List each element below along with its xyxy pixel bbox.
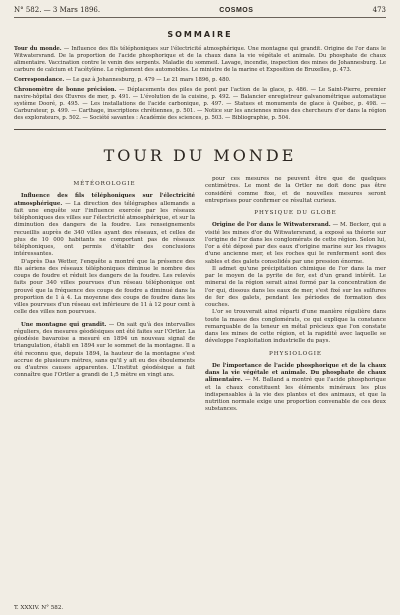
section-heading: MÉTÉOROLOGIE — [73, 181, 136, 188]
sommaire-heading: SOMMAIRE — [167, 30, 233, 39]
left-column — [14, 176, 195, 414]
right-column — [205, 176, 386, 414]
paragraph-lead: De l'importance de l'acide phosphorique et de la chaux dans la vie végétale et animale. Du phosphate de chaux alimentaire. — [205, 362, 386, 384]
article-paragraph: Il admet qu'une précipitation chimique de l'or dans la mer par le moyen de la pyrite de fer, est d'un grand intérêt. Le minerai de la région serait ainsi formé par la concentration de l'or qui, dissous dans les eaux de mer, s'est fixé sur les sulfures de fer des galets, pendant les périodes de formation des couches. — [205, 265, 386, 309]
sommaire-lead: Chronomètre de bonne précision. — [14, 86, 117, 93]
page-number: 473 — [372, 6, 386, 14]
paragraph-text: — On sait qu'à des intervalles réguliers, des mesures géodésiques ont été faites sur l'Ortler. La géodésie bavaroise a mesuré en 1894 un nouveau signal de triangulation, établi en 1894 sur le sommet de la montagne. Il a été reconnu que, depuis 1894, la hauteur de la montagne s'est accrue de plusieurs mètres, sans qu'il y ait eu des éboulements ou d'autres causes apparentes. L'Institut géodésique a fait connaître que l'Ortler a grandi de 1,5 mètre en vingt ans. — [14, 321, 195, 379]
paragraph-lead: Une montagne qui grandit. — [21, 321, 107, 328]
article-paragraph — [14, 322, 195, 380]
paragraph-lead: Origine de l'or dans le Witwatersrand. — [212, 222, 331, 229]
article-paragraph: pour ces mesures ne peuvent être que de quelques centimètres. Le mont de la Ortler ne doit donc pas être considéré comme fixe, et de nouvelles mesures seront entreprises pour confirmer ce résultat curieux. — [205, 176, 386, 204]
paragraph-text: — M. Becker, qui a visité les mines d'or du Witwatersrand, a exposé sa théorie sur l'origine de l'or dans les conglomérats de cette région. Selon lui, l'or a été déposé par des eaux d'origine marine sur les rivages d'une ancienne mer, et les roches qui le renferment sont des sables et des galets consolidés par une pression énorme. — [205, 222, 387, 265]
sommaire-lead: Tour du monde. — [14, 46, 62, 52]
issue-date: N° 582. — 3 Mars 1896. — [14, 6, 101, 14]
running-header — [14, 6, 386, 18]
article-title: TOUR DU MONDE — [103, 146, 297, 166]
section-divider — [14, 129, 386, 130]
sommaire-text: — Le gaz à Johannesburg, p. 479 — Le 21 mars 1896, p. 480. — [65, 76, 231, 83]
journal-name: COSMOS — [219, 7, 254, 14]
article-paragraph — [205, 363, 386, 414]
section-heading: PHYSIOLOGIE — [268, 350, 323, 357]
sommaire-text: — Déplacements des piles de pont par l'action de la glace, p. 486. — Le Saint-Pierre, premier navire-hôpital des Œuvres de mer, p. 491. — L'évolution de la cuisine, p. 492. — Balancier enregistreur galvanométrique automatique système Dooré, p. 495. — Les installations de l'acide carbonique, p. 497. — Statues et monuments de glace à Québec, p. 498. — Carburateur, p. 499. — Carthage, inscriptions chrétiennes, p. 501. — Notice sur les anciennes mines des chercheurs d'or dans la région des explorateurs, p. 502. — Société savantes : Académie des sciences, p. 503. — Bibliographie, p. 504. — [14, 86, 386, 122]
paragraph-text: — La direction des télégraphes allemands a fait une enquête sur l'influence exercée par les réseaux téléphoniques des villes sur l'électricité atmosphérique, et sur la diminution des dangers de la foudre. Les renseignements recueillis auprès de 340 villes ayant des réseaux, et celles de plus de 10 000 habitants ne comportant pas de réseaux téléphoniques, ont permis d'établir des conclusions intéressantes. — [14, 200, 195, 258]
section-heading: PHYSIQUE DU GLOBE — [254, 210, 337, 217]
sommaire-paragraph — [14, 46, 386, 74]
sommaire-text: — Influence des fils téléphoniques sur l'électricité atmosphérique. Une montagne qui grandit. Origine de l'or dans le Witwatersrand. De la proportion de l'acide phosphorique et de la chaux dans la vie végétale et animale. Du phosphate de chaux alimentaire. Vaccination contre le venin des serpents. Maladie du sommeil. Lavage, incendie, inspection des mines de Johannesburg. Le carbure de calcium et l'acétylène. Le règlement des automobiles. Le ministre de la marine et Exposition de Bruxelles, p. 473. — [14, 46, 386, 74]
article-columns — [14, 176, 386, 414]
paragraph-lead: Influence des fils téléphoniques sur l'électricité atmosphérique. — [14, 193, 195, 207]
article-paragraph: L'or se trouverait ainsi réparti d'une manière régulière dans toute la masse des conglomérats, ce qui explique la constance remarquable de la teneur en métal précieux que l'on constate dans les mines de cette région, et la rapidité avec laquelle se développe l'exploitation industrielle du pays. — [205, 309, 386, 345]
volume-footer: T. XXXIV. N° 582. — [14, 605, 64, 611]
article-paragraph: D'après Das Wetter, l'enquête a montré que la présence des fils aériens des réseaux téléphoniques diminue le nombre des coups de foudre et réduit les dangers de la foudre. Les relevés faits pour 340 villes pourvues d'un réseau téléphonique ont prouvé que la fréquence des coups de foudre a diminué dans la proportion de 1 à 4. La moyenne des coups de foudre dans les villes pourvues d'un réseau est inférieure de 11 à 12 pour cent à celle des villes non pourvues. — [14, 258, 195, 316]
sommaire-paragraph — [14, 87, 386, 122]
sommaire-body — [14, 46, 386, 122]
sommaire-paragraph — [14, 77, 386, 84]
paragraph-text: — M. Balland a montré que l'acide phosphorique et la chaux constituent les éléments minéraux les plus indispensables à la vie des plantes et des animaux, et que la nutrition normale exige une proportion convenable de ces deux substances. — [205, 377, 386, 413]
article-paragraph — [14, 193, 195, 258]
sommaire-lead: Correspondance. — [14, 76, 65, 83]
article-paragraph — [205, 222, 386, 266]
